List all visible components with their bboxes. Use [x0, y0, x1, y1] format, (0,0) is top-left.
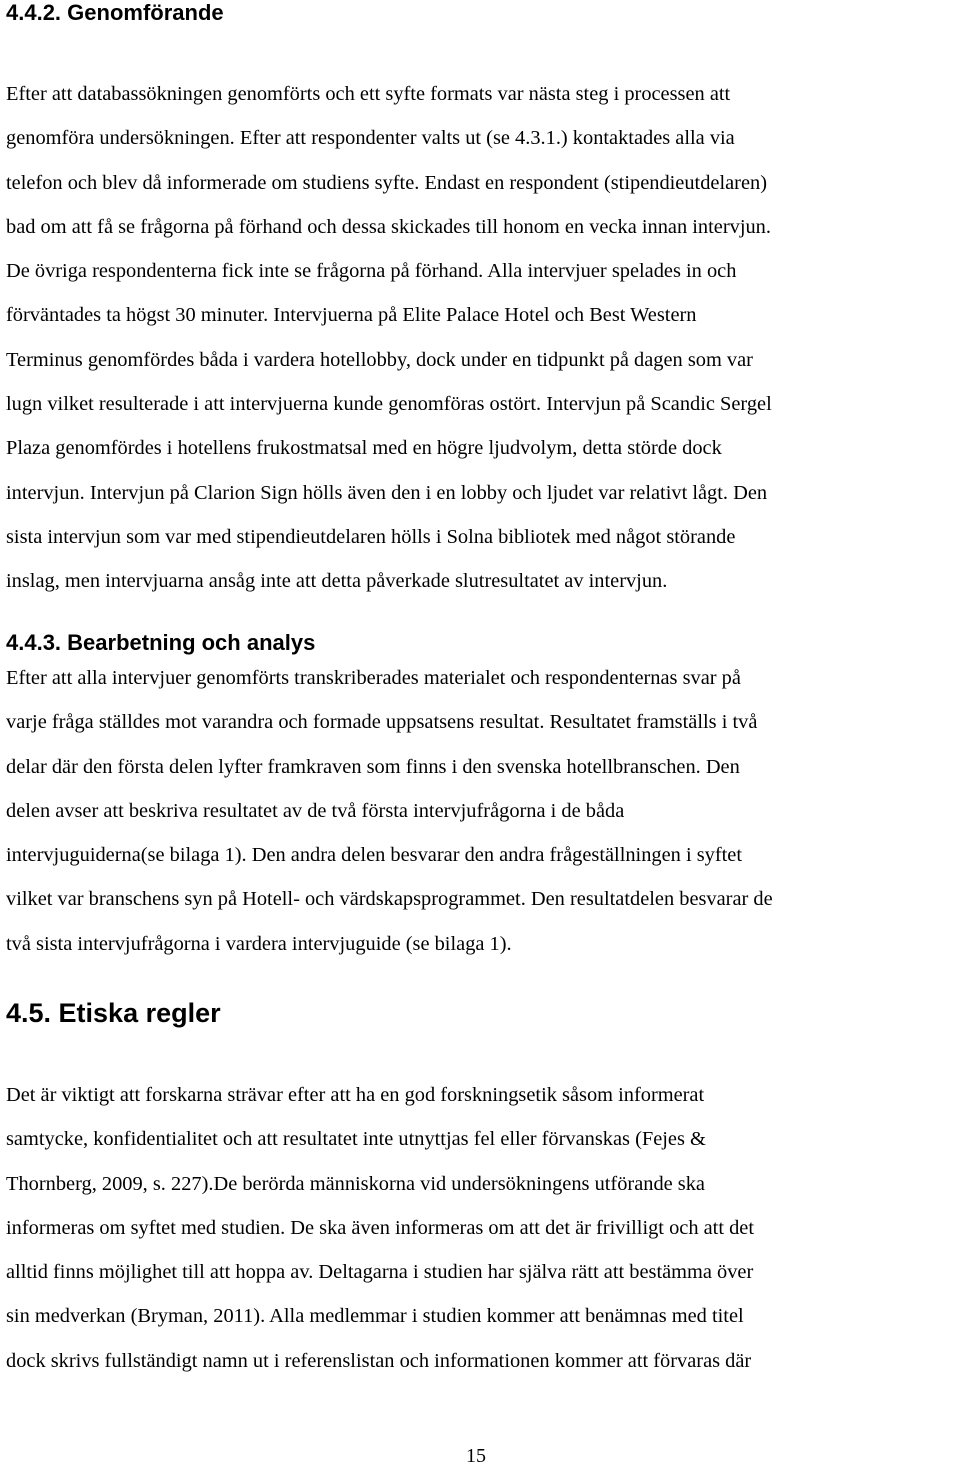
text-line: bad om att få se frågorna på förhand och dessa skickades till honom en vecka innan intervjun.: [6, 215, 771, 238]
text-line: De övriga respondenterna fick inte se frågorna på förhand. Alla intervjuer spelades in och: [6, 260, 737, 283]
text-line: telefon och blev då informerade om studiens syfte. Endast en respondent (stipendieutdelaren): [6, 171, 768, 194]
text-line: Thornberg, 2009, s. 227).De berörda människorna vid undersökningens utförande ska: [6, 1172, 705, 1195]
text-line: sin medverkan (Bryman, 2011). Alla medlemmar i studien kommer att benämnas med titel: [6, 1305, 744, 1328]
text-line: informeras om syftet med studien. De ska även informeras om att det är frivilligt och att det: [6, 1216, 755, 1239]
text-line: samtycke, konfidentialitet och att resultatet inte utnyttjas fel eller förvanskas (Fejes &: [6, 1128, 706, 1151]
section-heading-4-4-2: 4.4.2. Genomförande: [6, 0, 224, 25]
text-line: Terminus genomfördes båda i vardera hotellobby, dock under en tidpunkt på dagen som var: [6, 348, 753, 371]
text-line: förväntades ta högst 30 minuter. Intervjuerna på Elite Palace Hotel och Best Western: [6, 304, 697, 327]
paragraph-genomforande: [6, 72, 958, 604]
text-line: lugn vilket resulterade i att intervjuerna kunde genomföras ostört. Intervjun på Scandic Sergel: [6, 393, 772, 416]
text-line: intervjuguiderna(se bilaga 1). Den andra delen besvarar den andra frågeställningen i syftet: [6, 844, 743, 867]
text-line: delar där den första delen lyfter framkraven som finns i den svenska hotellbranschen. Den: [6, 755, 740, 778]
paragraph-etiska-regler: [6, 1073, 958, 1383]
text-line: genomföra undersökningen. Efter att respondenter valts ut (se 4.3.1.) kontaktades alla via: [6, 127, 735, 150]
section-heading-4-5: 4.5. Etiska regler: [6, 998, 221, 1028]
text-line: dock skrivs fullständigt namn ut i referenslistan och informationen kommer att förvaras där: [6, 1349, 752, 1372]
text-line: Plaza genomfördes i hotellens frukostmatsal med en högre ljudvolym, detta störde dock: [6, 437, 722, 460]
text-line: sista intervjun som var med stipendieutdelaren hölls i Solna bibliotek med något störande: [6, 525, 736, 548]
text-line: vilket var branschens syn på Hotell- och värdskapsprogrammet. Den resultatdelen besvarar de: [6, 888, 773, 911]
section-heading-4-4-3: 4.4.3. Bearbetning och analys: [6, 630, 316, 655]
paragraph-bearbetning: [6, 656, 958, 966]
text-line: inslag, men intervjuarna ansåg inte att detta påverkade slutresultatet av intervjun.: [6, 570, 668, 593]
text-line: delen avser att beskriva resultatet av de två första intervjufrågorna i de båda: [6, 799, 625, 822]
page-number: 15: [466, 1445, 486, 1467]
text-line: varje fråga ställdes mot varandra och formade uppsatsens resultat. Resultatet framställs i två: [6, 711, 758, 734]
text-line: Det är viktigt att forskarna strävar efter att ha en god forskningsetik såsom informerat: [6, 1084, 705, 1106]
text-line: alltid finns möjlighet till att hoppa av. Deltagarna i studien har själva rätt att bestämma över: [6, 1261, 754, 1284]
text-line: Efter att alla intervjuer genomförts transkriberades materialet och respondenternas svar på: [6, 667, 741, 689]
text-line: Efter att databassökningen genomförts och ett syfte formats var nästa steg i processen att: [6, 83, 731, 105]
text-line: två sista intervjufrågorna i vardera intervjuguide (se bilaga 1).: [6, 932, 512, 955]
document-page: [6, 0, 956, 1468]
text-line: intervjun. Intervjun på Clarion Sign hölls även den i en lobby och ljudet var relativt lågt. Den: [6, 481, 768, 504]
